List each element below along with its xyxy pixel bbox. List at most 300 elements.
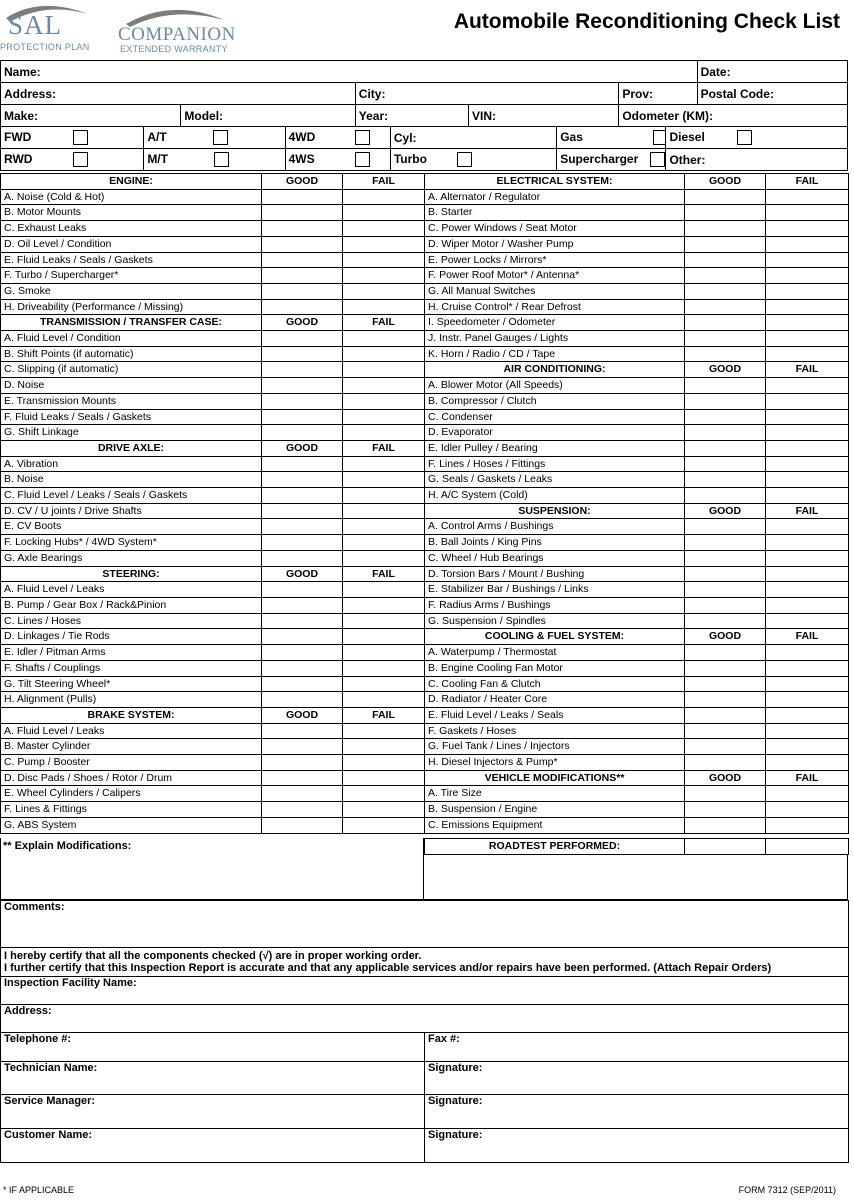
technician-name-field[interactable] [1,1062,425,1095]
prov-field[interactable] [619,83,697,105]
good-checkbox-cell[interactable] [262,283,343,299]
fail-checkbox-cell[interactable] [766,378,849,394]
good-checkbox-cell[interactable] [685,252,766,268]
checklist-row [1,550,425,566]
checklist-row [425,283,849,299]
checklist-row [1,676,425,692]
roadtest-fail-cell[interactable] [766,839,849,855]
fail-checkbox-cell[interactable] [766,692,849,708]
fail-checkbox-cell[interactable] [343,519,425,535]
fail-checkbox-cell[interactable] [343,535,425,551]
telephone-field[interactable] [1,1033,425,1062]
checklist-row [1,488,425,504]
right-checklist-table [424,173,849,834]
fail-checkbox-cell[interactable] [343,613,425,629]
checklist-item-label: F. Lines / Hoses / Fittings [425,456,685,472]
fwd-option[interactable] [1,127,144,149]
fail-checkbox-cell[interactable] [343,268,425,284]
checklist-row [1,346,425,362]
fail-checkbox-cell[interactable] [343,346,425,362]
customer-name-field[interactable] [1,1129,425,1163]
fail-checkbox-cell[interactable] [343,425,425,441]
mt-checkbox[interactable] [214,152,229,167]
roadtest-notes-area[interactable] [424,854,848,900]
good-column-header: GOOD [685,362,766,378]
rwd-checkbox[interactable] [73,152,88,167]
section-header-row [425,174,849,190]
fail-checkbox-cell[interactable] [766,393,849,409]
explain-modifications-box[interactable] [0,838,424,900]
good-checkbox-cell[interactable] [262,205,343,221]
fail-checkbox-cell[interactable] [766,315,849,331]
fail-checkbox-cell[interactable] [343,802,425,818]
fail-checkbox-cell[interactable] [766,189,849,205]
page-title: Automobile Reconditioning Check List [453,10,840,33]
odometer-field[interactable] [619,105,848,127]
checklist-item-label: D. Noise [1,378,262,394]
roadtest-good-cell[interactable] [685,839,766,855]
customer-signature-field[interactable] [425,1129,849,1163]
checklist-row [1,283,425,299]
4ws-checkbox[interactable] [355,152,370,167]
checklist-item-label: A. Alternator / Regulator [425,189,685,205]
checklist-row [425,550,849,566]
fail-checkbox-cell[interactable] [343,409,425,425]
fail-checkbox-cell[interactable] [343,488,425,504]
turbo-option[interactable] [390,149,556,171]
good-checkbox-cell[interactable] [685,236,766,252]
fwd-checkbox[interactable] [73,130,88,145]
checklist-item-label: B. Noise [1,472,262,488]
good-checkbox-cell[interactable] [262,755,343,771]
fail-checkbox-cell[interactable] [343,755,425,771]
fail-checkbox-cell[interactable] [766,205,849,221]
4wd-checkbox[interactable] [355,130,370,145]
good-checkbox-cell[interactable] [685,221,766,237]
good-checkbox-cell[interactable] [685,802,766,818]
turbo-checkbox[interactable] [457,152,472,167]
checklist-item-label: G. Smoke [1,283,262,299]
fail-checkbox-cell[interactable] [766,739,849,755]
fail-checkbox-cell[interactable] [766,252,849,268]
checklist-item-label: F. Power Roof Motor* / Antenna* [425,268,685,284]
checklist-item-label: E. CV Boots [1,519,262,535]
fail-checkbox-cell[interactable] [766,519,849,535]
good-checkbox-cell[interactable] [685,425,766,441]
good-checkbox-cell[interactable] [262,786,343,802]
checklist-item-label: D. Linkages / Tie Rods [1,629,262,645]
section-title: VEHICLE MODIFICATIONS** [425,770,685,786]
good-checkbox-cell[interactable] [685,676,766,692]
fail-column-header: FAIL [343,174,425,190]
good-checkbox-cell[interactable] [685,613,766,629]
fail-checkbox-cell[interactable] [766,488,849,504]
checklist-item-label: A. Control Arms / Bushings [425,519,685,535]
fail-checkbox-cell[interactable] [766,597,849,613]
good-checkbox-cell[interactable] [262,660,343,676]
good-checkbox-cell[interactable] [262,519,343,535]
fail-column-header: FAIL [766,174,849,190]
checklist-item-label: A. Blower Motor (All Speeds) [425,378,685,394]
checklist-item-label: F. Turbo / Supercharger* [1,268,262,284]
fail-checkbox-cell[interactable] [766,817,849,833]
good-checkbox-cell[interactable] [685,378,766,394]
good-checkbox-cell[interactable] [262,692,343,708]
fail-checkbox-cell[interactable] [766,268,849,284]
checklist-item-label: C. Exhaust Leaks [1,221,262,237]
good-checkbox-cell[interactable] [685,331,766,347]
fail-checkbox-cell[interactable] [343,362,425,378]
fail-checkbox-cell[interactable] [343,189,425,205]
fail-checkbox-cell[interactable] [766,409,849,425]
good-checkbox-cell[interactable] [262,676,343,692]
fail-checkbox-cell[interactable] [766,456,849,472]
checklist-row [1,393,425,409]
good-checkbox-cell[interactable] [685,817,766,833]
checklist-row [1,535,425,551]
diesel-label: Diesel [669,129,705,144]
good-checkbox-cell[interactable] [685,550,766,566]
section-title: ENGINE: [1,174,262,190]
postal-code-label: Postal Code: [700,86,774,101]
year-field[interactable] [355,105,468,127]
fail-checkbox-cell[interactable] [343,692,425,708]
good-checkbox-cell[interactable] [685,739,766,755]
checklist-row [425,315,849,331]
fail-checkbox-cell[interactable] [766,535,849,551]
fail-checkbox-cell[interactable] [343,205,425,221]
vin-label: VIN: [472,108,497,123]
good-checkbox-cell[interactable] [262,597,343,613]
fail-checkbox-cell[interactable] [766,283,849,299]
good-checkbox-cell[interactable] [262,252,343,268]
year-label: Year: [358,108,389,123]
good-checkbox-cell[interactable] [262,268,343,284]
fail-checkbox-cell[interactable] [766,582,849,598]
city-label: City: [358,86,386,101]
good-checkbox-cell[interactable] [685,472,766,488]
checklist-row [425,566,849,582]
good-checkbox-cell[interactable] [685,519,766,535]
fail-checkbox-cell[interactable] [343,629,425,645]
fail-checkbox-cell[interactable] [343,503,425,519]
fail-checkbox-cell[interactable] [343,221,425,237]
checklist-item-label: A. Fluid Level / Leaks [1,723,262,739]
good-checkbox-cell[interactable] [262,236,343,252]
fail-checkbox-cell[interactable] [766,645,849,661]
checklist-item-label: H. Driveability (Performance / Missing) [1,299,262,315]
good-checkbox-cell[interactable] [262,456,343,472]
good-checkbox-cell[interactable] [262,550,343,566]
fail-checkbox-cell[interactable] [766,440,849,456]
gas-option[interactable] [557,127,666,149]
good-checkbox-cell[interactable] [262,802,343,818]
fail-column-header: FAIL [343,707,425,723]
make-field[interactable] [1,105,181,127]
checklist-item-label: H. A/C System (Cold) [425,488,685,504]
diesel-checkbox[interactable] [737,130,752,145]
good-checkbox-cell[interactable] [685,566,766,582]
left-checklist-table [0,173,425,834]
comments-field[interactable] [1,901,849,948]
odometer-label: Odometer (KM): [622,108,714,123]
good-checkbox-cell[interactable] [685,597,766,613]
checklist-row [425,519,849,535]
checklist-item-label: G. All Manual Switches [425,283,685,299]
fail-checkbox-cell[interactable] [766,566,849,582]
fail-checkbox-cell[interactable] [343,236,425,252]
supercharger-option[interactable] [557,149,666,171]
good-checkbox-cell[interactable] [685,299,766,315]
technician-name-label: Technician Name: [4,1062,98,1074]
good-checkbox-cell[interactable] [685,393,766,409]
facility-address-field[interactable] [1,1005,849,1033]
checklist-item-label: G. Fuel Tank / Lines / Injectors [425,739,685,755]
checklist-row [425,236,849,252]
checklist-row [425,268,849,284]
checklist-item-label: D. Torsion Bars / Mount / Bushing [425,566,685,582]
good-checkbox-cell[interactable] [262,299,343,315]
fail-checkbox-cell[interactable] [343,378,425,394]
certify-line-2: I further certify that this Inspection Report is accurate and that any applicable services and/or repairs have been performed. (Attach Repair Orders) [4,962,772,974]
fail-checkbox-cell[interactable] [766,236,849,252]
fail-checkbox-cell[interactable] [343,283,425,299]
date-field[interactable] [697,61,847,83]
fail-checkbox-cell[interactable] [766,346,849,362]
fail-checkbox-cell[interactable] [766,802,849,818]
fail-checkbox-cell[interactable] [766,299,849,315]
mt-option[interactable] [144,149,285,171]
good-checkbox-cell[interactable] [262,613,343,629]
checklist-row [425,331,849,347]
section-header-row [425,770,849,786]
good-checkbox-cell[interactable] [685,409,766,425]
good-column-header: GOOD [262,566,343,582]
checklist-row [425,205,849,221]
good-column-header: GOOD [262,174,343,190]
good-checkbox-cell[interactable] [685,707,766,723]
checklist-item-label: A. Fluid Level / Leaks [1,582,262,598]
good-checkbox-cell[interactable] [262,221,343,237]
good-checkbox-cell[interactable] [685,660,766,676]
checklist-row [1,629,425,645]
checklist-row [1,456,425,472]
fail-checkbox-cell[interactable] [766,331,849,347]
fail-checkbox-cell[interactable] [766,755,849,771]
fail-checkbox-cell[interactable] [343,472,425,488]
fail-checkbox-cell[interactable] [343,786,425,802]
good-checkbox-cell[interactable] [262,189,343,205]
checklist-row [1,425,425,441]
checklist-item-label: B. Ball Joints / King Pins [425,535,685,551]
certification-table [0,900,849,1163]
checklist-item-label: H. Diesel Injectors & Pump* [425,755,685,771]
4ws-option[interactable] [285,149,390,171]
fail-checkbox-cell[interactable] [766,550,849,566]
fail-checkbox-cell[interactable] [766,221,849,237]
fail-checkbox-cell[interactable] [343,550,425,566]
checklist-item-label: D. Disc Pads / Shoes / Rotor / Drum [1,770,262,786]
good-checkbox-cell[interactable] [685,268,766,284]
facility-name-field[interactable] [1,977,849,1005]
good-checkbox-cell[interactable] [685,755,766,771]
checklist-row [425,252,849,268]
cyl-field[interactable] [390,127,556,149]
good-checkbox-cell[interactable] [262,346,343,362]
fail-checkbox-cell[interactable] [343,770,425,786]
service-manager-field[interactable] [1,1095,425,1129]
checklist-row [1,331,425,347]
fail-checkbox-cell[interactable] [766,723,849,739]
good-checkbox-cell[interactable] [685,535,766,551]
good-checkbox-cell[interactable] [262,817,343,833]
checklist-item-label: E. Fluid Level / Leaks / Seals [425,707,685,723]
good-checkbox-cell[interactable] [262,723,343,739]
good-checkbox-cell[interactable] [685,723,766,739]
checklist-item-label: E. Transmission Mounts [1,393,262,409]
checklist-item-label: A. Noise (Cold & Hot) [1,189,262,205]
good-checkbox-cell[interactable] [262,582,343,598]
4ws-label: 4WS [288,151,315,166]
fail-checkbox-cell[interactable] [343,817,425,833]
4wd-label: 4WD [288,129,316,144]
certification-statement [1,948,849,977]
good-column-header: GOOD [685,770,766,786]
fail-checkbox-cell[interactable] [343,456,425,472]
section-title: DRIVE AXLE: [1,440,262,456]
fax-field[interactable] [425,1033,849,1062]
supercharger-checkbox[interactable] [650,152,665,167]
good-column-header: GOOD [685,174,766,190]
4wd-option[interactable] [285,127,390,149]
fail-checkbox-cell[interactable] [766,425,849,441]
good-checkbox-cell[interactable] [262,535,343,551]
sal-logo-name: SAL [8,10,63,40]
gas-label: Gas [560,129,583,144]
checklist-row [1,755,425,771]
fail-checkbox-cell[interactable] [343,660,425,676]
fail-checkbox-cell[interactable] [766,676,849,692]
fail-column-header: FAIL [766,362,849,378]
vehicle-info-table [0,60,848,171]
technician-signature-field[interactable] [425,1062,849,1095]
checklist-row [425,597,849,613]
model-field[interactable] [181,105,355,127]
good-checkbox-cell[interactable] [262,739,343,755]
name-field[interactable] [1,61,698,83]
good-checkbox-cell[interactable] [262,425,343,441]
sal-logo [0,0,92,58]
good-checkbox-cell[interactable] [262,409,343,425]
good-checkbox-cell[interactable] [262,331,343,347]
checklist-row [425,440,849,456]
good-checkbox-cell[interactable] [262,629,343,645]
good-checkbox-cell[interactable] [685,692,766,708]
fail-checkbox-cell[interactable] [343,393,425,409]
good-checkbox-cell[interactable] [685,488,766,504]
checklist-row [425,802,849,818]
good-checkbox-cell[interactable] [262,503,343,519]
good-checkbox-cell[interactable] [685,645,766,661]
fail-checkbox-cell[interactable] [343,739,425,755]
fail-checkbox-cell[interactable] [766,472,849,488]
good-checkbox-cell[interactable] [262,488,343,504]
diesel-option[interactable] [666,127,848,149]
checklist-row [425,472,849,488]
good-checkbox-cell[interactable] [685,456,766,472]
checklist-item-label: G. Axle Bearings [1,550,262,566]
checklist-item-label: F. Shafts / Couplings [1,660,262,676]
good-checkbox-cell[interactable] [262,393,343,409]
good-checkbox-cell[interactable] [262,362,343,378]
prov-label: Prov: [622,86,654,101]
good-checkbox-cell[interactable] [685,205,766,221]
checklist-item-label: B. Master Cylinder [1,739,262,755]
checklist-row [1,582,425,598]
good-checkbox-cell[interactable] [262,645,343,661]
fail-checkbox-cell[interactable] [766,707,849,723]
good-checkbox-cell[interactable] [685,582,766,598]
city-field[interactable] [355,83,619,105]
mt-label: M/T [147,151,168,166]
fail-checkbox-cell[interactable] [343,331,425,347]
checklist-row [1,660,425,676]
good-checkbox-cell[interactable] [685,786,766,802]
checklist-row [425,535,849,551]
fail-checkbox-cell[interactable] [343,645,425,661]
fail-checkbox-cell[interactable] [343,582,425,598]
postal-code-field[interactable] [697,83,847,105]
good-checkbox-cell[interactable] [262,378,343,394]
good-checkbox-cell[interactable] [685,315,766,331]
fail-column-header: FAIL [343,315,425,331]
checklist-item-label: C. Wheel / Hub Bearings [425,550,685,566]
fail-checkbox-cell[interactable] [343,299,425,315]
fail-checkbox-cell[interactable] [766,660,849,676]
good-checkbox-cell[interactable] [685,346,766,362]
vin-field[interactable] [469,105,619,127]
fail-checkbox-cell[interactable] [343,597,425,613]
name-label: Name: [4,64,41,79]
checklist-row [425,221,849,237]
fail-checkbox-cell[interactable] [343,723,425,739]
good-checkbox-cell[interactable] [685,440,766,456]
rwd-option[interactable] [1,149,144,171]
fail-checkbox-cell[interactable] [766,786,849,802]
fail-checkbox-cell[interactable] [766,613,849,629]
at-checkbox[interactable] [213,130,228,145]
checklist-item-label: K. Horn / Radio / CD / Tape [425,346,685,362]
checklist-row [425,409,849,425]
checklist-row [425,425,849,441]
checklist-item-label: B. Suspension / Engine [425,802,685,818]
good-checkbox-cell[interactable] [262,472,343,488]
fail-column-header: FAIL [766,629,849,645]
gas-checkbox[interactable] [653,130,666,145]
other-field[interactable] [666,149,848,171]
fail-checkbox-cell[interactable] [343,252,425,268]
checklist-row [425,817,849,833]
checklist-row [425,660,849,676]
address-field[interactable] [1,83,356,105]
good-checkbox-cell[interactable] [685,189,766,205]
good-checkbox-cell[interactable] [685,283,766,299]
at-option[interactable] [144,127,285,149]
section-header-row [425,362,849,378]
fail-checkbox-cell[interactable] [343,676,425,692]
good-checkbox-cell[interactable] [262,770,343,786]
manager-signature-field[interactable] [425,1095,849,1129]
